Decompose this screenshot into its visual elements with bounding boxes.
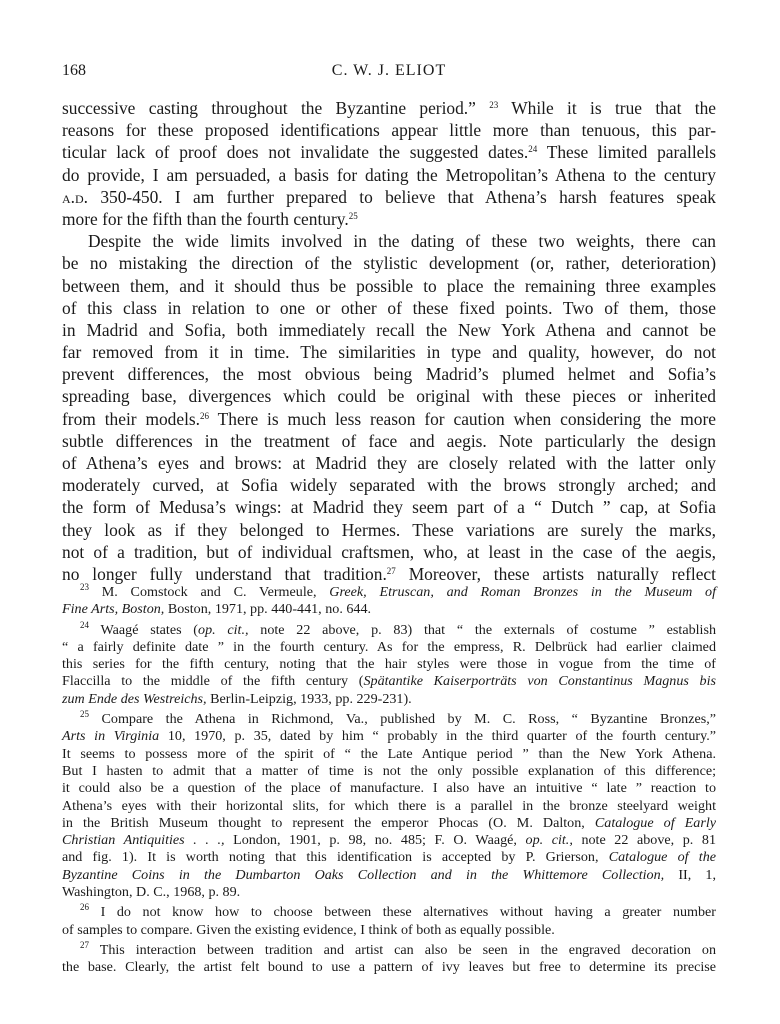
text-run: Despite the wide limits involved in the dating of these two weights, there can [88,231,716,252]
text-run: they look as if they belonged to Hermes. These variations are surely the marks, [62,519,716,540]
italic-title: Fine Arts, Boston, [62,601,165,618]
italic-title: Byzantine Coins in the Dumbarton Oaks Collection and in the Whittemore Collection, [62,866,665,883]
text-run: prevent differences, the most obvious being Madrid’s plumed helmet and Sofia’s [62,364,716,385]
footnote-reference: 25 [348,210,358,221]
footnote-reference: 24 [80,619,89,630]
text-run: Washington, D. C., 1968, p. 89. [62,884,241,901]
footnote-line [62,832,716,849]
footnote-line [62,939,716,959]
text-run: moderately curved, at Sofia widely separated with the brows strongly arched; and [62,475,716,496]
text-run: spreading base, divergences which could be original with these pieces or inherited [62,386,716,407]
text-run: 10, 1970, p. 35, dated by him “ probably in the third quarter of the fourth century.” [159,728,716,745]
body-line [62,363,716,385]
small-caps-text: a.d. [62,186,89,207]
footnote-reference: 26 [80,902,89,913]
text-run: 350-450. I am further prepared to believe that Athena’s harsh features speak [88,186,716,207]
text-run: M. Comstock and C. Vermeule, [89,584,330,600]
body-line [62,452,716,474]
text-run: Boston, 1971, pp. 440-441, no. 644. [164,601,372,618]
text-run: between them, and it should thus be possible to place the remaining three examples [62,275,716,296]
body-line [62,319,716,341]
footnote-line [62,711,716,728]
body-line [62,385,716,407]
footnote-reference: 23 [489,100,499,110]
italic-title: Spätantike Kaiserporträts von Constantinus Magnus bis [363,673,717,690]
footnote-line [62,746,716,763]
footnote-line [62,780,716,797]
footnote-reference: 27 [80,939,89,950]
footnote-line [62,763,716,780]
text-run: I do not know how to choose between these alternatives without having a greater number [89,904,716,921]
body-line [62,519,716,541]
footnote-line [62,798,716,815]
text-run: subtle differences in the treatment of face and aegis. Note particularly the design [62,430,716,451]
text-run: of samples to compare. Given the existing evidence, I think of both as equally possible. [62,921,555,938]
italic-title: Greek, Etruscan, and Roman Bronzes in the Museum of [329,584,716,600]
text-run: of this class in relation to one or other of these fixed points. Two of them, those [62,297,716,318]
footnote-line [62,601,716,618]
body-line [62,474,716,496]
text-run: This interaction between tradition and artist can also be seen in the engraved decoration on [89,941,716,958]
text-run: Waagé states ( [89,621,199,638]
italic-title: zum Ende des Westreichs, [62,690,207,707]
text-run: and fig. 1). It is worth noting that this identification is accepted by P. Grierson, [62,849,609,866]
body-text [62,97,716,585]
body-line [62,430,716,452]
footnote-line [62,619,716,639]
italic-title: op. cit., [198,621,249,638]
running-head-author: C. W. J. ELIOT [331,62,447,79]
text-run: from their models. [62,408,201,429]
body-line [62,97,716,119]
text-run: But I hasten to admit that a matter of time is not the only possible explanation of this difference; [62,762,716,779]
text-run: London, 1901, p. 98, no. 485; F. O. Waagé, [224,832,526,849]
text-run: There is much less reason for caution when considering the more [209,408,717,429]
body-line [62,186,716,208]
footnote-reference: 24 [528,144,538,155]
footnote-line [62,673,716,690]
text-run: It seems to possess more of the spirit of “ the Late Antique period ” than the New York Athena. [62,745,716,762]
footnote-line [62,867,716,884]
text-run: no longer fully understand that tradition. [62,563,387,584]
footnote-reference: 27 [386,565,396,576]
body-line [62,230,716,252]
text-run: II, 1, [664,866,717,883]
body-line [62,275,716,297]
footnote-line [62,691,716,708]
text-run: the base. Clearly, the artist felt bound to use a pattern of ivy leaves but free to determine its precise [62,959,716,976]
text-run: be no mistaking the direction of the stylistic development (or, rather, deterioration) [62,253,716,274]
text-run: more for the fifth than the fourth century. [62,208,349,229]
footnotes [62,584,716,977]
footnote-line [62,656,716,673]
text-run: These limited parallels [537,142,716,163]
page-number: 168 [62,62,86,79]
italic-title: op. cit., [525,832,573,849]
footnote-reference: 26 [200,410,210,421]
body-line [62,119,716,141]
text-run: not of a tradition, but of individual craftsmen, who, at least in the case of the aegis, [62,541,716,562]
text-run: Athena’s eyes with their horizontal slits, for which there is a parallel in the bronze steelyard weight [62,797,716,814]
italic-title: Christian Antiquities . . ., [62,832,225,849]
text-run: the form of Medusa’s wings: at Madrid they seem part of a “ Dutch ” cap, at Sofia [62,497,716,518]
italic-title: Catalogue of Early [594,814,717,831]
body-line [62,141,716,163]
text-run: Berlin-Leipzig, 1933, pp. 229-231). [206,690,412,707]
footnote-line [62,849,716,866]
italic-title: Catalogue of the [608,849,716,866]
text-run: successive casting throughout the Byzantine period.” [62,98,490,118]
text-run: it could also be a question of the place of manufacture. I also have an intuitive “ late ” reaction to [62,780,716,797]
footnote-line [62,884,716,901]
text-run: note 22 above, p. 83) that “ the externals of costume ” establish [248,621,716,638]
footnote-line [62,815,716,832]
body-line [62,341,716,363]
footnote-reference: 25 [80,709,89,720]
text-run: of Athena’s eyes and brows: at Madrid they are closely related with the latter only [62,453,716,473]
footnote-line [62,922,716,939]
italic-title: Arts in Virginia [62,728,160,745]
body-line [62,541,716,563]
text-run: “ a fairly definite date ” in the fourth century. As for the empress, R. Delbrück had earlier claimed [62,638,716,655]
text-run: do provide, I am persuaded, a basis for dating the Metropolitan’s Athena to the century [62,164,716,185]
text-run: in Madrid and Sofia, both immediately recall the New York Athena and cannot be [62,319,716,340]
body-line [62,408,716,430]
footnote-line [62,584,716,601]
footnote-line [62,959,716,976]
body-line [62,563,716,585]
running-head [62,62,716,84]
text-run: Flaccilla to the middle of the fifth century ( [62,673,364,690]
text-run: this series for the fifth century, noting that the hair styles were those in vogue from the time of [62,656,716,673]
body-line [62,496,716,518]
footnote-reference: 23 [80,582,89,592]
body-line [62,208,716,230]
text-run: While it is true that the [498,98,716,118]
text-run: Moreover, these artists naturally reflect [395,563,716,584]
text-run: far removed from it in time. The similarities in type and quality, however, do not [62,342,716,363]
footnote-line [62,728,716,745]
text-run: in the British Museum thought to represent the emperor Phocas (O. M. Dalton, [62,814,595,831]
text-run: note 22 above, p. 81 [572,832,716,849]
footnote-line [62,639,716,656]
text-run: Compare the Athena in Richmond, Va., published by M. C. Ross, “ Byzantine Bronzes,” [89,711,716,728]
body-line [62,297,716,319]
text-run: reasons for these proposed identifications appear little more than tenuous, this par- [62,120,716,141]
text-run: ticular lack of proof does not invalidate the suggested dates. [62,142,529,163]
body-line [62,252,716,274]
footnote-line [62,904,716,921]
body-line [62,164,716,186]
